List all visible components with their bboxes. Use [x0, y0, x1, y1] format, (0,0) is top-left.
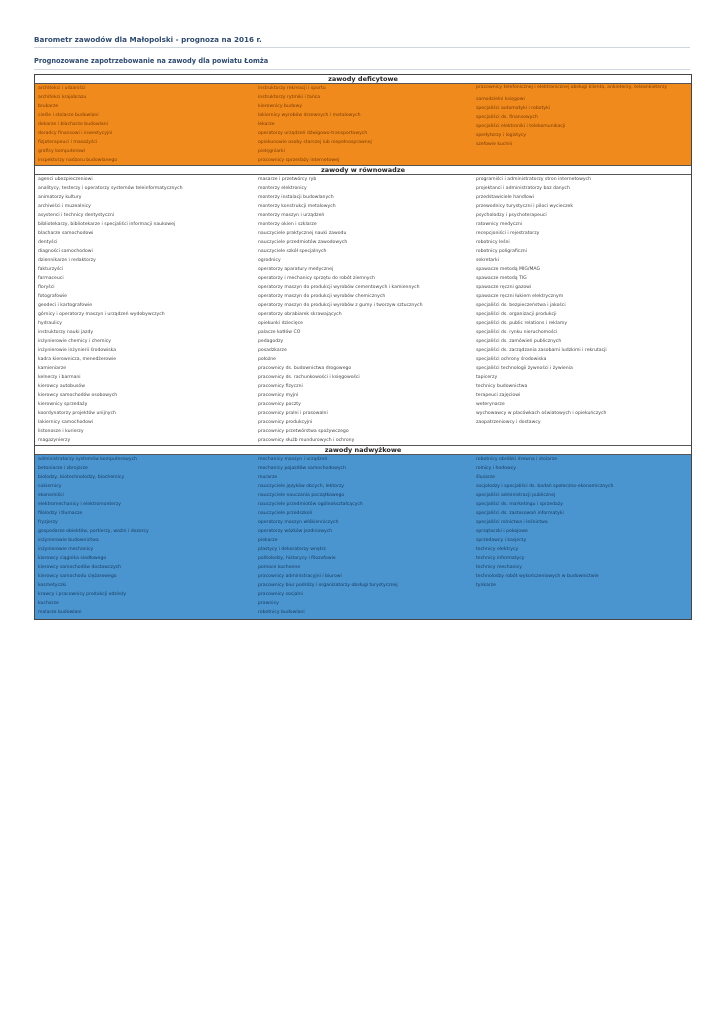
occupation-item: kierownicy budowy	[258, 104, 303, 109]
occupation-item: pracownicy ds. budownictwa drogowego	[258, 366, 352, 371]
occupation-item: nauczyciele języków obcych, lektorzy	[258, 484, 344, 489]
section-body-deficit	[35, 84, 691, 165]
occupation-item: pracownicy służb mundurowych i ochrony	[258, 438, 355, 443]
occupation-item: archiwiści i muzealnicy	[38, 204, 91, 209]
occupation-item: sprzątaczki i pokojowe	[476, 529, 528, 534]
occupation-item: specjaliści ds. finansowych	[476, 114, 538, 120]
occupation-item: robotnicy leśni	[476, 240, 510, 245]
occupation-item: fakturzyści	[38, 267, 64, 272]
subtitle-divider	[34, 69, 690, 70]
occupation-item: operatorzy maszyn do produkcji wyrobów cementowych i kamiennych	[258, 285, 420, 290]
occupation-item: pomoce kuchenne	[258, 565, 301, 570]
occupation-item: monterzy okien i szklarze	[258, 222, 317, 227]
occupation-item: brukarze	[38, 104, 59, 109]
occupation-item: nauczyciele przedszkoli	[258, 511, 313, 516]
occupation-item: operatorzy aparatury medycznej	[258, 267, 334, 272]
occupation-item: spawacze ręczni łukiem elektrycznym	[476, 294, 564, 299]
occupation-item: ogrodnicy	[258, 258, 281, 263]
occupation-item: fotografowie	[38, 294, 67, 299]
occupation-item: robotnicy obróbki drewna i stolarze	[476, 457, 558, 462]
occupation-item: sekretarki	[476, 258, 499, 263]
occupation-item: murarze	[258, 475, 278, 480]
page-title: Barometr zawodów dla Małopolski - prognoza na 2016 r.	[34, 35, 262, 44]
occupation-item: blacharze samochodowi	[38, 231, 94, 236]
section-header-balance: zawody w równowadze	[35, 165, 691, 175]
occupation-item: socjolodzy i specjaliści ds. badań społeczno-ekonomicznych	[476, 484, 614, 489]
occupation-item: specjaliści ds. zastosowań informatyki	[476, 511, 564, 516]
column-3	[473, 84, 691, 165]
occupation-item: specjaliści ds. zamówień publicznych	[476, 339, 562, 344]
occupation-item: kierowcy ciągnika siodłowego	[38, 556, 107, 561]
occupation-item: położne	[258, 357, 276, 362]
occupation-item: kucharze	[38, 601, 59, 606]
occupation-item: wychowawcy w placówkach oświatowych i opiekuńczych	[476, 411, 607, 416]
occupation-item: monterzy elektronicy	[258, 186, 307, 191]
column-2	[255, 84, 473, 165]
occupation-item: operatorzy maszyn włókienniczych	[258, 520, 339, 525]
occupation-item: prawnicy	[258, 601, 279, 606]
occupation-item: specjaliści ds. zarządzania zasobami ludzkimi i rekrutacji	[476, 348, 607, 353]
occupation-item: zaopatrzeniowcy i dostawcy	[476, 420, 541, 425]
occupation-item: ratownicy medyczni	[476, 222, 523, 227]
occupation-item: floryści	[38, 285, 55, 290]
occupation-item: technicy mechanicy	[476, 565, 522, 570]
occupation-item: instruktorzy nauki jazdy	[38, 330, 94, 335]
column-3	[473, 455, 691, 617]
section-header-surplus: zawody nadwyżkowe	[35, 445, 691, 455]
occupation-item: spawacze ręczni gazowi	[476, 285, 532, 290]
section-deficit	[35, 75, 691, 165]
occupation-item: przewodnicy turystyczni i piloci wycieczek	[476, 204, 574, 209]
occupation-item: cieśle i stolarze budowlani	[38, 113, 99, 118]
occupation-item: agenci ubezpieczeniowi	[38, 177, 93, 182]
occupation-item: inżynierowie budownictwa	[38, 538, 99, 543]
occupation-item: filolodzy i tłumacze	[38, 511, 83, 516]
occupation-item: koordynatorzy projektów unijnych	[38, 411, 116, 416]
occupation-item: administratorzy systemów komputerowych	[38, 457, 138, 462]
occupation-item: animatorzy kultury	[38, 195, 82, 200]
occupation-item: projektanci i administratorzy baz danych	[476, 186, 570, 191]
occupation-item: pracownicy przetwórstwa spożywczego	[258, 429, 349, 434]
occupation-item: specjaliści technologii żywności i żywienia	[476, 366, 573, 371]
occupation-item: nauczyciele praktycznej nauki zawodu	[258, 231, 347, 236]
occupation-item: nauczyciele przedmiotów ogólnokształcących	[258, 502, 363, 507]
column-3	[473, 175, 691, 445]
occupation-item: technolodzy robót wykończeniowych w budownictwie	[476, 574, 599, 579]
occupation-item: nauczyciele szkół specjalnych	[258, 249, 327, 254]
occupation-item: pedagodzy	[258, 339, 284, 344]
occupation-item: betoniarze i zbrojarze	[38, 466, 88, 471]
occupation-item: palacze kotłów CO	[258, 330, 301, 335]
occupation-item: specjaliści ochrony środowiska	[476, 357, 547, 362]
occupation-item: szefowie kuchni	[476, 141, 513, 147]
title-divider	[34, 47, 690, 48]
occupation-item: listonosze i kurierzy	[38, 429, 84, 434]
occupation-item: bibliotekarzy, bibliotekarze i specjaliści informacji naukowej	[38, 222, 176, 227]
occupation-item: spawacze metodą TIG	[476, 276, 527, 281]
occupation-item: lakiernicy wyrobów drzewnych i metalowych	[258, 113, 361, 118]
occupation-item: pracownicy biur podróży i organizatorzy obsługi turystycznej	[258, 583, 398, 588]
occupation-item: biolodzy, biotechnolodzy, biochemicy	[38, 475, 125, 480]
occupation-item: operatorzy urządzeń dźwigowo-transportowych	[258, 131, 368, 136]
occupation-item: technicy elektrycy	[476, 547, 519, 552]
occupation-item: pracownicy produkcyjni	[258, 420, 313, 425]
occupation-item: górnicy i operatorzy maszyn i urządzeń wydobywczych	[38, 312, 165, 317]
section-header-deficit: zawody deficytowe	[35, 75, 691, 84]
occupation-item: pracownicy socjalni	[258, 592, 303, 597]
occupation-item: kierowcy samochodów osobowych	[38, 393, 118, 398]
occupation-item: diagności samochodowi	[38, 249, 93, 254]
occupation-item: programiści i administratorzy stron internetowych	[476, 177, 591, 182]
occupation-item: specjaliści ds. marketingu i sprzedaży	[476, 502, 564, 507]
column-1	[35, 84, 255, 165]
occupation-item: pracownicy poczty	[258, 402, 301, 407]
occupation-item: architekci krajobrazu	[38, 95, 87, 100]
occupation-item: lekarze	[258, 122, 275, 127]
occupation-item: masarze i przetwórcy ryb	[258, 177, 317, 182]
occupation-item: mechanicy maszyn i urządzeń	[258, 457, 328, 462]
occupation-item: inżynierowie chemicy i chemicy	[38, 339, 111, 344]
occupation-item: inżynierowie inżynierii środowiska	[38, 348, 117, 353]
occupation-item: spedytorzy i logistycy	[476, 132, 527, 138]
occupation-item: kosmetyczki	[38, 583, 67, 588]
occupation-item: terapeuci zajęciowi	[476, 393, 521, 398]
occupation-item: posadzkarze	[258, 348, 287, 353]
occupation-item: dekarze i blacharze budowlani	[38, 122, 108, 127]
occupation-item: malarze budowlani	[38, 610, 82, 615]
occupation-item: pracownicy ds. rachunkowości i księgowości	[258, 375, 360, 380]
occupation-item: rolnicy i hodowcy	[476, 466, 516, 471]
occupation-item: mechanicy pojazdów samochodowych	[258, 466, 346, 471]
column-1	[35, 455, 255, 617]
occupation-item: specjaliści ds. rynku nieruchomości	[476, 330, 558, 335]
occupation-item: graficy komputerowi	[38, 149, 86, 154]
column-2	[255, 175, 473, 445]
occupation-item: pracownicy pralni i prasowalni	[258, 411, 328, 416]
occupation-item: monterzy instalacji budowlanych	[258, 195, 334, 200]
occupation-item: lakiernicy samochodowi	[38, 420, 94, 425]
occupation-item: piekarze	[258, 538, 278, 543]
occupation-item: operatorzy maszyn do produkcji wyrobów z gumy i tworzyw sztucznych	[258, 303, 423, 308]
occupation-item: dentyści	[38, 240, 58, 245]
occupation-item: operatorzy i mechanicy sprzętu do robót ziemnych	[258, 276, 375, 281]
occupation-item: samodzielni księgowi	[476, 96, 525, 102]
occupation-item: technicy budownictwa	[476, 384, 528, 389]
occupation-item: kierownicy sprzedaży	[38, 402, 88, 407]
occupation-item: psycholodzy i psychoterapeuci	[476, 213, 547, 218]
occupation-item: operatorzy obrabiarek skrawających	[258, 312, 342, 317]
occupation-item: elektromechanicy i elektromonterzy	[38, 502, 122, 507]
occupation-item: nauczyciele nauczania początkowego	[258, 493, 345, 498]
section-surplus	[35, 445, 691, 619]
occupation-item: spawacze metodą MIG/MAG	[476, 267, 541, 272]
occupation-item: kelnerzy i barmani	[38, 375, 81, 380]
occupation-item: analitycy, testerzy i operatorzy systemów teleinformatycznych	[38, 186, 183, 191]
occupation-item: tynkarze	[476, 583, 496, 588]
occupation-item: asystenci i technicy dentystyczni	[38, 213, 115, 218]
occupation-item: architekci i urbaniści	[38, 86, 86, 91]
occupation-item: ślusarze	[476, 475, 495, 480]
occupation-item: inspektorzy nadzoru budowlanego	[38, 158, 118, 163]
occupation-item: recepcjoniści i rejestratorzy	[476, 231, 540, 236]
occupation-item: opiekunowie osoby starszej lub niepełnosprawnej	[258, 140, 372, 145]
occupation-item: plastycy i dekoratorzy wnętrz	[258, 547, 326, 552]
occupation-item: gospodarze obiektów, portierzy, woźni i dozorcy	[38, 529, 149, 534]
occupation-item: farmaceuci	[38, 276, 64, 281]
occupations-table	[34, 74, 692, 620]
occupation-item: kierowcy samochodów dostawczych	[38, 565, 122, 570]
occupation-item: pracownicy sprzedaży internetowej	[258, 158, 340, 163]
occupation-item: pielęgniarki	[258, 149, 285, 154]
occupation-item: przedstawiciele handlowi	[476, 195, 534, 200]
occupation-item: politolodzy, historycy i filozofowie	[258, 556, 336, 561]
occupation-item: specjaliści ds. bezpieczeństwa i jakości	[476, 303, 566, 308]
occupation-item: robotnicy budowlani	[258, 610, 305, 615]
page-subtitle: Prognozowane zapotrzebowanie na zawody dla powiatu Łomża	[34, 57, 269, 65]
occupation-item: ekonomiści	[38, 493, 64, 498]
occupation-item: nauczyciele przedmiotów zawodowych	[258, 240, 348, 245]
occupation-item: kamieniarze	[38, 366, 67, 371]
occupation-item: technicy informatycy	[476, 556, 525, 561]
occupation-item: opiekunki dziecięce	[258, 321, 303, 326]
occupation-item: pracownicy myjni	[258, 393, 299, 398]
section-body-balance	[35, 175, 691, 445]
occupation-item: tapicerzy	[476, 375, 498, 380]
occupation-item: inżynierowie mechanicy	[38, 547, 94, 552]
occupation-item: operatorzy wózków jezdniowych	[258, 529, 333, 534]
occupation-item: hydraulicy	[38, 321, 62, 326]
occupation-item: geodeci i kartografowie	[38, 303, 93, 308]
occupation-item: specjaliści elektroniki i telekomunikacji	[476, 123, 566, 129]
occupation-item: pracownicy fizyczni	[258, 384, 303, 389]
occupation-item: kierowcy autobusów	[38, 384, 85, 389]
occupation-item: specjaliści ds. public relations i reklamy	[476, 321, 568, 326]
occupation-item: pracownicy telefonicznej i elektronicznej obsługi klienta, ankieterzy, teleankieterzy	[476, 84, 668, 90]
occupation-item: sprzedawcy i kasjerzy	[476, 538, 527, 543]
occupation-item: fryzjerzy	[38, 520, 58, 525]
occupation-item: dziennikarze i redaktorzy	[38, 258, 96, 263]
occupation-item: krawcy i pracownicy produkcji odzieży	[38, 592, 127, 597]
occupation-item: kadra kierownicza, menedżerowie	[38, 357, 117, 362]
occupation-item: instruktorzy rytmiki i tańca	[258, 95, 321, 100]
occupation-item: fizjoterapeuci i masażyści	[38, 140, 98, 145]
column-2	[255, 455, 473, 617]
occupation-item: operatorzy maszyn do produkcji wyrobów chemicznych	[258, 294, 386, 299]
occupation-item: monterzy maszyn i urządzeń	[258, 213, 325, 218]
column-1	[35, 175, 255, 445]
occupation-item: doradcy finansowi i inwestycyjni	[38, 131, 113, 136]
section-balance	[35, 165, 691, 445]
occupation-item: specjaliści ds. organizacji produkcji	[476, 312, 557, 317]
occupation-item: monterzy konstrukcji metalowych	[258, 204, 336, 209]
occupation-item: cukiernicy	[38, 484, 62, 489]
occupation-item: specjaliści automatyki i robotyki	[476, 105, 551, 111]
occupation-item: specjaliści administracji publicznej	[476, 493, 556, 498]
occupation-item: pracownicy administracyjni i biurowi	[258, 574, 342, 579]
occupation-item: robotnicy poligraficzni	[476, 249, 527, 254]
occupation-item: instruktorzy rekreacji i sportu	[258, 86, 326, 91]
occupation-item: weterynarze	[476, 402, 505, 407]
section-body-surplus	[35, 455, 691, 619]
occupation-item: specjaliści rolnictwa i leśnictwa	[476, 520, 548, 525]
occupation-item: magazynierzy	[38, 438, 71, 443]
occupation-item: kierowcy samochodu ciężarowego	[38, 574, 117, 579]
